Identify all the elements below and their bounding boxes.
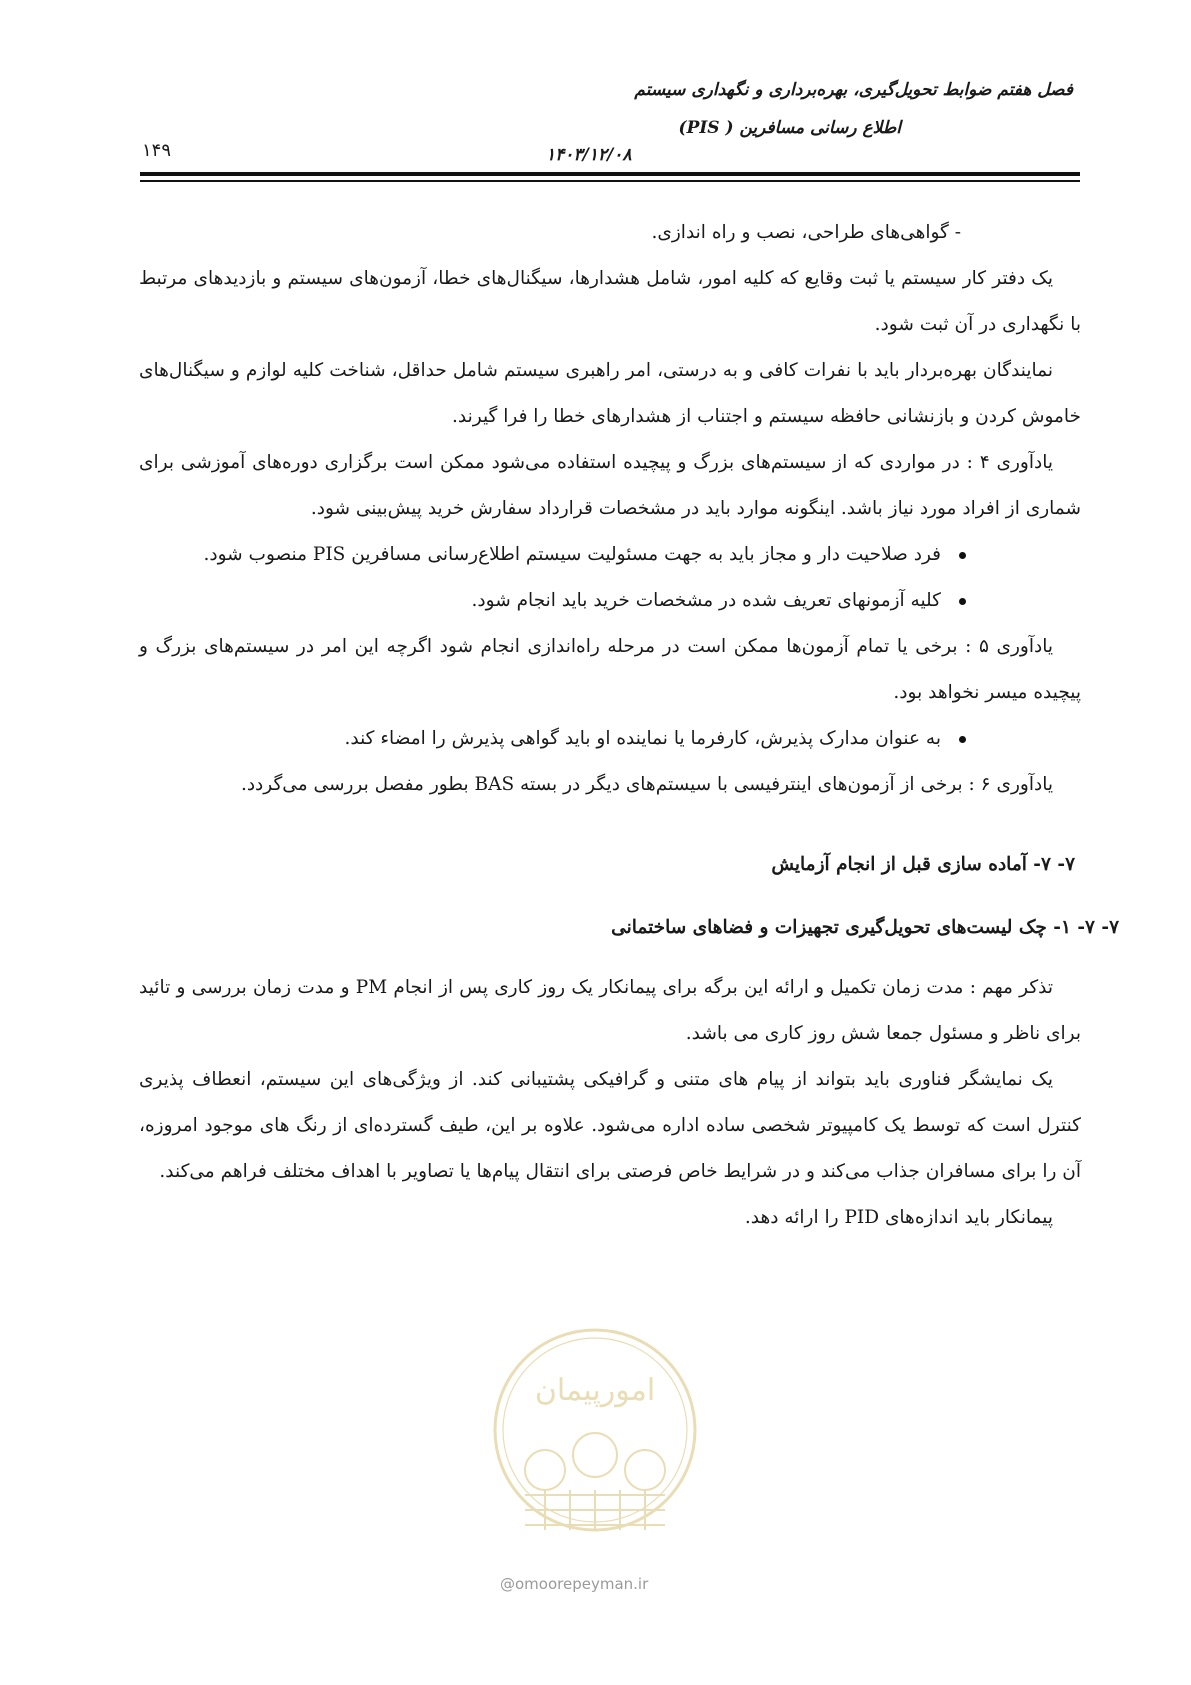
header-chapter-title: فصل هفتم ضوابط تحویل‌گیری، بهره‌برداری و نگهداری سیستم [634, 80, 1073, 100]
note-paragraph: یادآوری ۶ : برخی از آزمون‌های اینترفیسی با سیستم‌های دیگر در بسته BAS بطور مفصل بررسی می‌گردد. [240, 774, 1053, 795]
header-rule-thick [140, 172, 1080, 176]
note-paragraph: یادآوری ۵ : برخی یا تمام آزمون‌ها ممکن است در مرحله راه‌اندازی انجام شود اگرچه این امر در سیستم‌های بزرگ و پیچیده میسر نخواهد بود. [139, 636, 1081, 703]
page-number: ۱۴۹ [142, 140, 172, 161]
paragraph: تذکر مهم : مدت زمان تکمیل و ارائه این برگه برای پیمانکار یک روز کاری پس از انجام PM و مدت زمان بررسی و تائید برای ناظر و مسئول جمعا شش روز کاری می باشد. [139, 977, 1081, 1044]
watermark-logo-text: امورپیمان [534, 1373, 656, 1408]
header-date: ۱۴۰۳/۱۲/۰۸ [546, 145, 632, 165]
note-paragraph: یادآوری ۴ : در مواردی که از سیستم‌های بزرگ و پیچیده استفاده می‌شود ممکن است برگزاری دوره‌های آموزشی برای شماری از افراد مورد نیاز باشد. اینگونه موارد باید در مشخصات قرارداد سفارش خرید پیش‌بینی شود. [139, 452, 1081, 519]
paragraph: نمایندگان بهره‌بردار باید با نفرات کافی و به درستی، امر راهبری سیستم شامل حداقل، شناخت کلیه لوازم و سیگنال‌های خاموش کردن و بازنشانی حافظه سیستم و اجتناب از هشدارهای خطا را فرا گیرند. [139, 360, 1081, 427]
header-system-title: اطلاع رسانی مسافرین ( PIS) [678, 118, 901, 138]
body-text-2 [139, 965, 1081, 1241]
header-rule-thin [140, 180, 1080, 182]
bullet-item: فرد صلاحیت دار و مجاز باید به جهت مسئولیت سیستم اطلاع‌رسانی مسافرین PIS منصوب شود. [139, 532, 1081, 578]
bullet-item: کلیه آزمونهای تعریف شده در مشخصات خرید باید انجام شود. [139, 578, 1081, 624]
paragraph: پیمانکار باید اندازه‌های PID را ارائه دهد. [744, 1207, 1053, 1228]
paragraph: یک نمایشگر فناوری باید بتواند از پیام های متنی و گرافیکی پشتیبانی کند. از ویژگی‌های این سیستم، انعطاف پذیری کنترل است که توسط یک کامپیوتر شخصی ساده اداره می‌شود. علاوه بر این، طیف گسترده‌ای از رنگ های موجود امروزه، آن را برای مسافران جذاب می‌کند و در شرایط خاص فرصتی برای انتقال پیام‌ها یا تصاویر با اهداف مختلف فراهم می‌کند. [139, 1069, 1081, 1182]
body-text [139, 210, 1081, 808]
paragraph: - گواهی‌های طراحی، نصب و راه اندازی. [651, 222, 961, 243]
watermark-url: @omoorepeyman.ir [500, 1575, 649, 1593]
watermark-logo [485, 1320, 705, 1560]
section-heading: ۷- ۷- آماده سازی قبل از انجام آزمایش [771, 854, 1075, 875]
paragraph: یک دفتر کار سیستم یا ثبت وقایع که کلیه امور، شامل هشدارها، سیگنال‌های خطا، آزمون‌های سیستم و بازدیدهای مرتبط با نگهداری در آن ثبت شود. [139, 268, 1081, 335]
subsection-heading: ۷- ۷- ۱- چک لیست‌های تحویل‌گیری تجهیزات و فضاهای ساختمانی [611, 917, 1119, 938]
bullet-item: به عنوان مدارک پذیرش، کارفرما یا نماینده او باید گواهی پذیرش را امضاء کند. [139, 716, 1081, 762]
